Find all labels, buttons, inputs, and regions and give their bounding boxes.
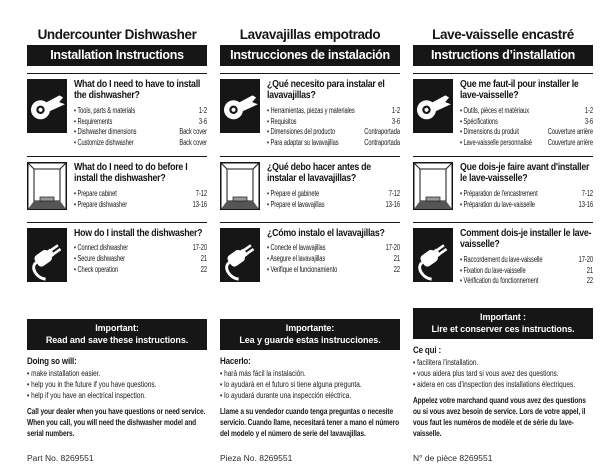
column-spanish [220,27,400,463]
toc-section [220,222,400,294]
wrench-icon [27,79,67,149]
toc-item: • Prepare dishwasher 13-16 [74,200,207,211]
section-heading: How do I install the dishwasher? [74,227,203,239]
important-banner: Important: Read and save these instructions. [27,319,207,350]
wrench-icon [413,79,453,149]
cabinet-opening-icon [413,162,453,215]
toc-item: • Prepare cabinet 7-12 [74,189,207,200]
toc-item: • Dimensiones del producto Contraportada [267,127,400,138]
power-plug-icon [220,228,260,287]
toc-item: • Outils, pièces et matériaux 1-2 [460,106,593,117]
benefit-item: • lo ayudará en el futuro si tiene alguna pregunta. [220,380,400,391]
important-banner: Importante: Lea y guarde estas instrucciones. [220,319,400,350]
section-banner: Instructions d’installation [413,45,593,66]
toc-section [220,73,400,156]
benefits-heading: Ce qui : [413,345,441,357]
cabinet-opening-icon [220,162,260,215]
benefit-item: • lo ayudará durante una inspección eléctrica. [220,391,400,402]
benefit-item: • make installation easier. [27,369,207,380]
part-number: N° de pièce 8269551 [413,453,493,463]
toc-item: • Spécifications 3-6 [460,117,593,128]
toc-item: • Para adaptar su lavavajillas Contraportada [267,138,400,149]
toc-section [27,156,207,222]
toc-item: • Requirements 3-6 [74,117,207,128]
benefit-item: • help if you have an electrical inspection. [27,391,207,402]
dealer-note: Appelez votre marchand quand vous avez des questions ou si vous avez besoin de service. Lors de votre appel, il vous faut les numéros de modèle et de série du lave-vaisselle. [413,395,586,438]
benefit-item: • help you in the future if you have questions. [27,380,207,391]
section-banner: Installation Instructions [27,45,207,66]
toc-section [220,156,400,222]
section-heading: ¿Cómo instalo el lavavajillas? [267,227,385,239]
toc-item: • Verifique el funcionamiento 22 [267,265,400,276]
toc-item: • Fixation du lave-vaisselle 21 [460,266,593,277]
section-heading: What do I need to do before I install the dishwasher? [74,161,188,185]
part-number: Pieza No. 8269551 [220,453,293,463]
toc-item: • Vérification du fonctionnement 22 [460,276,593,287]
section-heading: ¿Qué debo hacer antes de instalar el lavavajillas? [267,161,371,185]
section-heading: ¿Qué necesito para instalar el lavavajillas? [267,79,385,102]
toc-item: • Herramientas, piezas y materiales 1-2 [267,106,400,117]
dealer-note: Llame a su vendedor cuando tenga preguntas o necesite servicio. Cuando llame, necesitará tener a mano el número del modelo y el número de serie del lavavajillas. [220,406,400,438]
power-plug-icon [27,228,67,287]
toc-item: • Prepare el gabinete 7-12 [267,189,400,200]
dealer-note: Call your dealer when you have questions or need service. When you call, you will need the dishwasher model and serial numbers. [27,406,206,438]
benefit-item: • vous aidera plus tard si vous avez des questions. [413,369,593,380]
page-title: Lave-vaisselle encastré [432,27,574,42]
toc-item: • Raccordement du lave-vaisselle 17-20 [460,255,593,266]
toc-section [413,73,593,156]
toc-section [413,222,593,294]
toc-item: • Requisitos 3-6 [267,117,400,128]
page-title: Lavavajillas empotrado [239,27,381,42]
page-title: Undercounter Dishwasher [37,27,197,42]
column-french [413,27,593,463]
toc-section [413,156,593,222]
toc-item: • Tools, parts & materials 1-2 [74,106,207,117]
toc-item: • Lave-vaisselle personnalisé Couverture arrière [460,138,593,149]
power-plug-icon [413,228,453,287]
benefits-heading: Hacerlo: [220,356,251,368]
important-banner: Important : Lire et conserver ces instructions. [413,308,593,339]
toc-section [27,73,207,156]
toc-item: • Préparation de l'encastrement 7-12 [460,189,593,200]
toc-item: • Conecte el lavavajillas 17-20 [267,243,400,254]
column-english [27,27,207,463]
toc-item: • Dimensions du produit Couverture arrière [460,127,593,138]
section-heading: What do I need to have to install the dishwasher? [74,79,201,102]
toc-item: • Secure dishwasher 21 [74,254,207,265]
toc-item: • Préparation du lave-vaisselle 13-16 [460,200,593,211]
cabinet-opening-icon [27,162,67,215]
benefit-item: • facilitera l'installation. [413,358,593,369]
toc-section [27,222,207,294]
benefit-item: • aidera en cas d'inspection des installations électriques. [413,380,593,391]
part-number: Part No. 8269551 [27,453,94,463]
toc-item: • Prepare el lavavajillas 13-16 [267,200,400,211]
toc-item: • Asegure el lavavajillas 21 [267,254,400,265]
section-heading: Comment dois-je installer le lave-vaisselle? [460,227,592,251]
benefits-heading: Doing so will: [27,356,77,368]
wrench-icon [220,79,260,149]
toc-item: • Dishwasher dimensions Back cover [74,127,207,138]
toc-item: • Check operation 22 [74,265,207,276]
toc-item: • Customize dishwasher Back cover [74,138,207,149]
section-heading: Que dois-je faire avant d'installer le lave-vaisselle? [460,161,590,185]
benefit-item: • hará más fácil la instalación. [220,369,400,380]
toc-item: • Connect dishwasher 17-20 [74,243,207,254]
section-banner: Instrucciones de instalación [220,45,400,66]
section-heading: Que me faut-il pour installer le lave-vaisselle? [460,79,579,102]
